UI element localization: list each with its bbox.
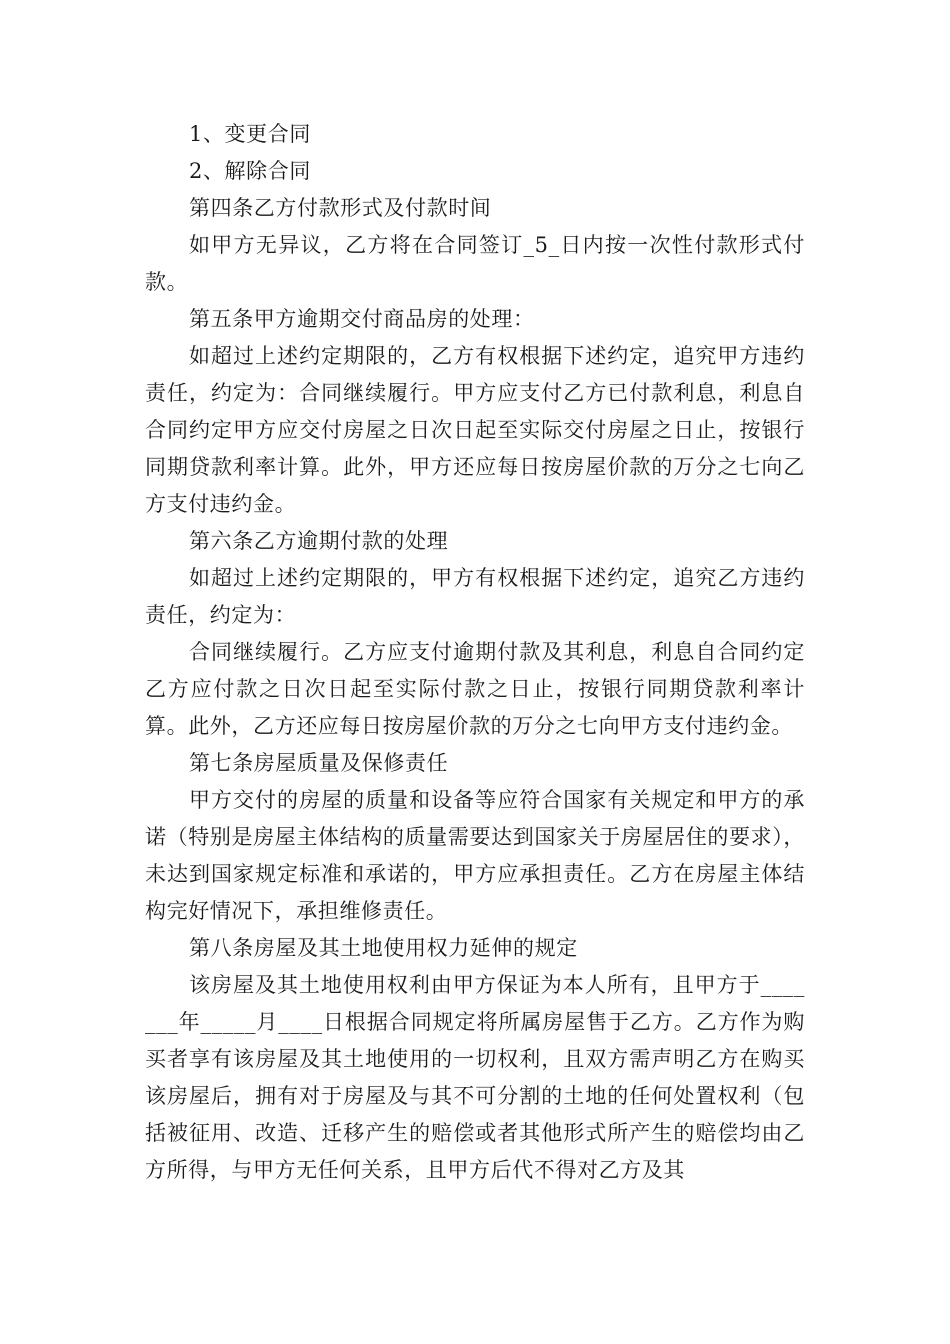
list-item-terminate-contract: 2、解除合同 (189, 159, 311, 183)
article-5-body: 如超过上述约定期限的，乙方有权根据下述约定，追究甲方违约责任，约定为：合同继续履行。甲方应支付乙方已付款利息，利息自合同约定甲方应交付房屋之日次日起至实际交付房屋之日止，按银行同期贷款利率计算。此外，甲方还应每日按房屋价款的万分之七向乙方支付违约金。 (145, 344, 805, 516)
article-4-body: 如甲方无异议，乙方将在合同签订_5_日内按一次性付款形式付款。 (145, 233, 805, 294)
article-4-heading: 第四条乙方付款形式及付款时间 (189, 196, 492, 220)
list-item-change-contract: 1、变更合同 (189, 122, 311, 146)
document-body (145, 116, 805, 1189)
article-5-heading: 第五条甲方逾期交付商品房的处理： (189, 307, 535, 331)
article-8-heading: 第八条房屋及其土地使用权力延伸的规定 (189, 936, 578, 960)
article-6-body-terms: 合同继续履行。乙方应支付逾期付款及其利息，利息自合同约定乙方应付款之日次日起至实际付款之日止，按银行同期贷款利率计算。此外，乙方还应每日按房屋价款的万分之七向甲方支付违约金。 (145, 640, 805, 738)
article-7-body: 甲方交付的房屋的质量和设备等应符合国家有关规定和甲方的承诺（特别是房屋主体结构的质量需要达到国家关于房屋居住的要求），未达到国家规定标准和承诺的，甲方应承担责任。乙方在房屋主体结构完好情况下，承担维修责任。 (145, 788, 805, 923)
article-6-heading: 第六条乙方逾期付款的处理 (189, 529, 449, 553)
article-8-body: 该房屋及其土地使用权利由甲方保证为本人所有，且甲方于_______年_____月____日根据合同规定将所属房屋售于乙方。乙方作为购买者享有该房屋及其土地使用的一切权利，且双方需声明乙方在购买该房屋后，拥有对于房屋及与其不可分割的土地的任何处置权利（包括被征用、改造、迁移产生的赔偿或者其他形式所产生的赔偿均由乙方所得，与甲方无任何关系，且甲方后代不得对乙方及其 (145, 973, 805, 1182)
article-7-heading: 第七条房屋质量及保修责任 (189, 751, 449, 775)
article-6-body-intro: 如超过上述约定期限的，甲方有权根据下述约定，追究乙方违约责任，约定为： (145, 566, 805, 627)
